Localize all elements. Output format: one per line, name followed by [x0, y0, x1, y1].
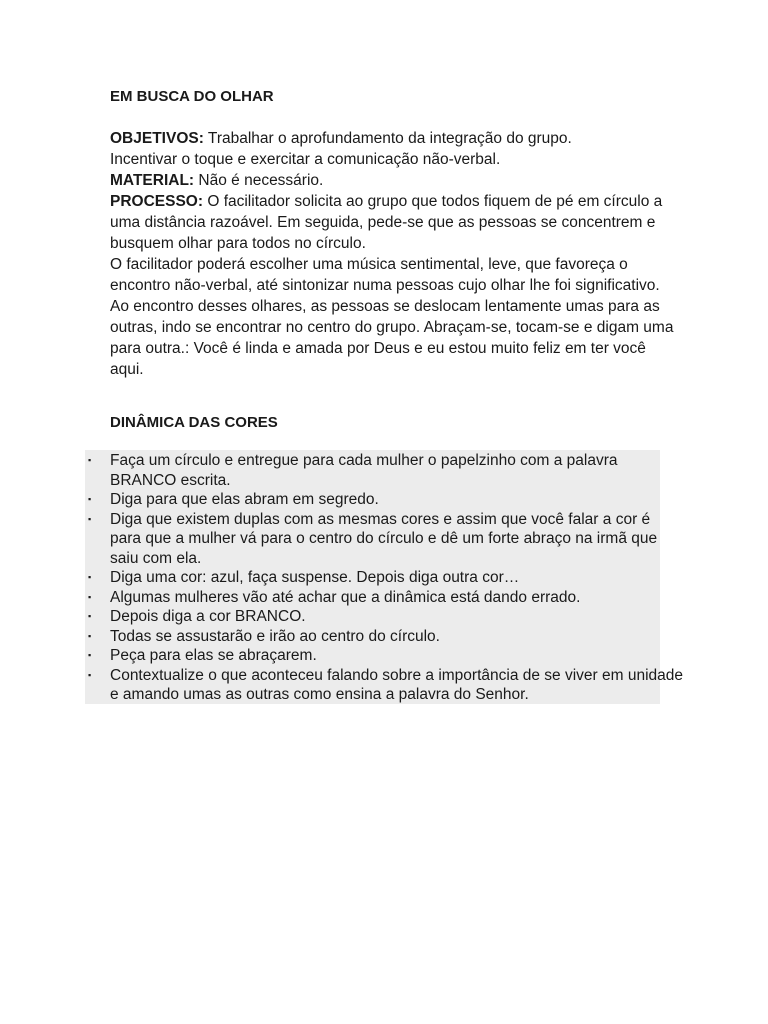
- square-bullet-icon: ▪: [88, 572, 92, 582]
- material-line: [110, 170, 670, 191]
- section-body-em-busca-do-olhar: [110, 128, 674, 380]
- list-item: [85, 568, 660, 588]
- square-bullet-icon: ▪: [88, 494, 92, 504]
- processo-line: [110, 191, 670, 212]
- square-bullet-icon: ▪: [88, 630, 92, 641]
- list-item-line: Peça para elas se abraçarem.: [110, 647, 317, 664]
- objetivos-line: [110, 128, 670, 149]
- list-item: [85, 666, 684, 705]
- objetivos-line-2: Incentivar o toque e exercitar a comunicação não-verbal.: [110, 151, 501, 168]
- list-item-line: para que a mulher vá para o centro do círculo e dê um forte abraço na irmã que: [110, 530, 658, 547]
- list-item: [85, 490, 660, 510]
- objetivos-label: OBJETIVOS:: [110, 130, 204, 147]
- square-bullet-icon: ▪: [88, 611, 92, 621]
- dinamica-das-cores-list: [85, 450, 684, 705]
- list-item: [85, 646, 660, 666]
- list-item: [85, 510, 660, 569]
- square-bullet-icon: ▪: [88, 650, 92, 660]
- dinamica-das-cores-list-block: [85, 450, 684, 704]
- processo-line-3: busquem olhar para todos no círculo.: [110, 235, 366, 252]
- list-item: [85, 627, 660, 647]
- list-item-line: Algumas mulheres vão até achar que a dinâmica está dando errado.: [110, 588, 581, 606]
- square-bullet-icon: ▪: [88, 669, 92, 680]
- list-item-line: Diga para que elas abram em segredo.: [110, 491, 379, 508]
- processo-line-2: uma distância razoável. Em seguida, pede-se que as pessoas se concentrem e: [110, 214, 656, 231]
- list-item-line: Depois diga a cor BRANCO.: [110, 608, 306, 625]
- processo-line-6: Ao encontro desses olhares, as pessoas se deslocam lentamente umas para as: [110, 298, 660, 315]
- processo-line-7: outras, indo se encontrar no centro do grupo. Abraçam-se, tocam-se e digam uma: [110, 319, 674, 336]
- list-item-line: saiu com ela.: [110, 549, 202, 567]
- list-item-line: Diga que existem duplas com as mesmas cores e assim que você falar a cor é: [110, 510, 651, 528]
- square-bullet-icon: ▪: [88, 591, 92, 602]
- processo-line-8: para outra.: Você é linda e amada por Deus e eu estou muito feliz em ter você: [110, 340, 646, 357]
- section-title-dinamica-das-cores: DINÂMICA DAS CORES: [110, 414, 278, 431]
- list-item-line: Todas se assustarão e irão ao centro do círculo.: [110, 627, 440, 645]
- processo-line-5: encontro não-verbal, até sintonizar numa pessoas cujo olhar lhe foi significativo.: [110, 277, 660, 294]
- material-label: MATERIAL:: [110, 172, 195, 189]
- list-item: [85, 607, 660, 627]
- processo-line-4: O facilitador poderá escolher uma música sentimental, leve, que favoreça o: [110, 256, 628, 273]
- processo-line-9: aqui.: [110, 361, 144, 378]
- objetivos-text: Trabalhar o aprofundamento da integração do grupo.: [207, 130, 572, 147]
- square-bullet-icon: ▪: [88, 455, 92, 465]
- list-item-line: Faça um círculo e entregue para cada mulher o papelzinho com a palavra: [110, 452, 618, 469]
- list-item: [85, 451, 660, 490]
- list-item-line: Diga uma cor: azul, faça suspense. Depois diga outra cor…: [110, 569, 520, 586]
- section-title-em-busca-do-olhar: EM BUSCA DO OLHAR: [110, 88, 274, 105]
- material-text: Não é necessário.: [198, 172, 324, 189]
- processo-text: O facilitador solicita ao grupo que todos fiquem de pé em círculo a: [207, 193, 663, 210]
- square-bullet-icon: ▪: [88, 513, 92, 524]
- list-item-line: e amando umas as outras como ensina a palavra do Senhor.: [110, 686, 529, 703]
- list-item-line: BRANCO escrita.: [110, 471, 231, 489]
- list-item: [85, 588, 660, 608]
- list-item-line: Contextualize o que aconteceu falando sobre a importância de se viver em unidade: [110, 666, 684, 684]
- processo-label: PROCESSO:: [110, 193, 204, 210]
